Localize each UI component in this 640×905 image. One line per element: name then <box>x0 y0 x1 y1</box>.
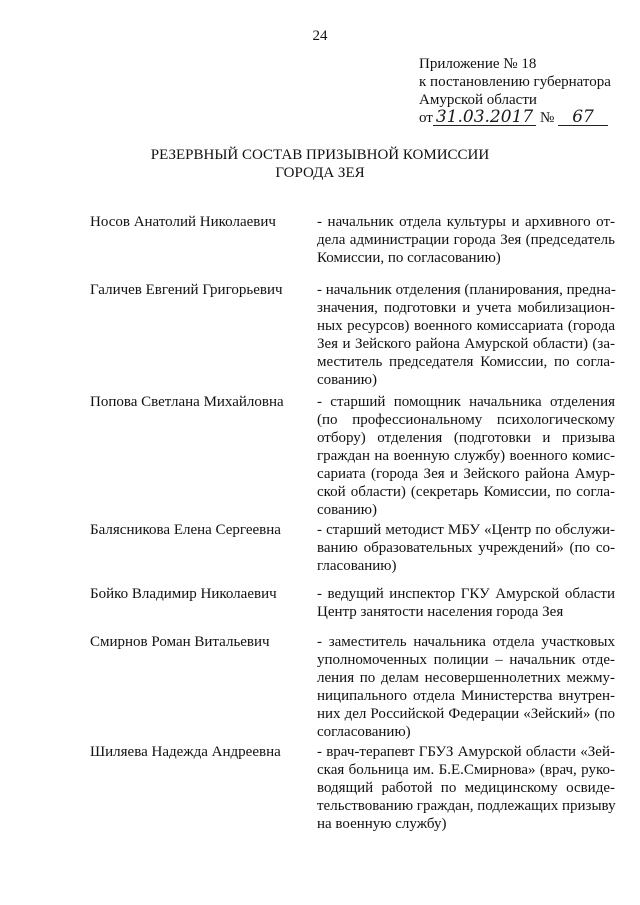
member-name: Галичев Евгений Григорьевич <box>90 282 283 298</box>
role-line: водящий работой по медицинскому освиде- <box>317 780 615 796</box>
member-role <box>317 521 615 575</box>
member-role <box>317 585 615 621</box>
role-line: - заместитель начальника отдела участковых <box>317 634 615 650</box>
member-name: Попова Светлана Михайловна <box>90 394 284 410</box>
role-line: сованию) <box>317 372 377 388</box>
attachment-line-2: к постановлению губернатора <box>419 74 611 90</box>
role-line: граждан на военную службу) военного комис- <box>317 448 615 464</box>
attachment-line-3: Амурской области <box>419 92 537 108</box>
role-line: - старший методист МБУ «Центр по обслужи- <box>317 522 615 538</box>
role-line: - ведущий инспектор ГКУ Амурской области <box>317 586 615 602</box>
role-line: (по профессиональному психологическому <box>317 412 615 428</box>
role-line: Зея и Зейского района Амурской области) (за- <box>317 336 615 352</box>
role-line: ская больница им. Б.Е.Смирнова» (врач, руко- <box>317 762 615 778</box>
member-role <box>317 281 615 389</box>
role-line: гласованию) <box>317 558 397 574</box>
role-line: дела администрации города Зея (председатель <box>317 232 615 248</box>
member-role <box>317 213 615 267</box>
role-line: тельствованию граждан, подлежащих призыву <box>317 798 616 814</box>
role-line: Центр занятости населения города Зея <box>317 604 564 620</box>
title-line-1: РЕЗЕРВНЫЙ СОСТАВ ПРИЗЫВНОЙ КОМИССИИ <box>150 147 490 163</box>
role-line: отбору) отделения (подготовки и призыва <box>317 430 615 446</box>
role-line: ления по делам несовершеннолетних межму- <box>317 670 615 686</box>
role-line: - начальник отделения (планирования, предна- <box>317 282 616 298</box>
role-line: - начальник отдела культуры и архивного от- <box>317 214 615 230</box>
member-role <box>317 743 615 833</box>
role-line: - старший помощник начальника отделения <box>317 394 615 410</box>
number-prefix: № <box>539 110 555 126</box>
member-name: Носов Анатолий Николаевич <box>90 214 276 230</box>
role-line: ных ресурсов) военного комиссариата (города <box>317 318 615 334</box>
role-line: них дел Российской Федерации «Зейский» (по <box>317 706 615 722</box>
handwritten-date: 31.03.2017 <box>433 109 536 126</box>
role-line: сованию) <box>317 502 377 518</box>
role-line: ванию образовательных учреждений» (по со- <box>317 540 615 556</box>
role-line: меститель председателя Комиссии, по согла- <box>317 354 615 370</box>
member-name: Смирнов Роман Витальевич <box>90 634 270 650</box>
role-line: сариата (города Зея и Зейского района Амур- <box>317 466 615 482</box>
role-line: согласованию) <box>317 724 411 740</box>
role-line: уполномоченных полиции – начальник отде- <box>317 652 615 668</box>
role-line: - врач-терапевт ГБУЗ Амурской области «Зей- <box>317 744 615 760</box>
member-name: Бойко Владимир Николаевич <box>90 586 277 602</box>
document-title <box>0 146 640 182</box>
role-line: Комиссии, по согласованию) <box>317 250 501 266</box>
title-line-2: ГОРОДА ЗЕЯ <box>275 165 365 181</box>
attachment-line-1: Приложение № 18 <box>419 56 537 72</box>
date-prefix: от <box>419 110 433 126</box>
page-number: 24 <box>312 28 328 44</box>
role-line: на военную службу) <box>317 816 447 832</box>
attachment-block <box>419 55 634 127</box>
role-line: значения, подготовки и учета мобилизацион- <box>317 300 615 316</box>
member-role <box>317 393 615 519</box>
handwritten-number: 67 <box>558 109 608 126</box>
role-line: ской области) (секретарь Комиссии, по согла- <box>317 484 615 500</box>
role-line: ниципального отдела Министерства внутрен- <box>317 688 615 704</box>
member-name: Шиляева Надежда Андреевна <box>90 744 281 760</box>
attachment-date-line <box>419 109 634 127</box>
member-name: Балясникова Елена Сергеевна <box>90 522 281 538</box>
member-role <box>317 633 615 741</box>
